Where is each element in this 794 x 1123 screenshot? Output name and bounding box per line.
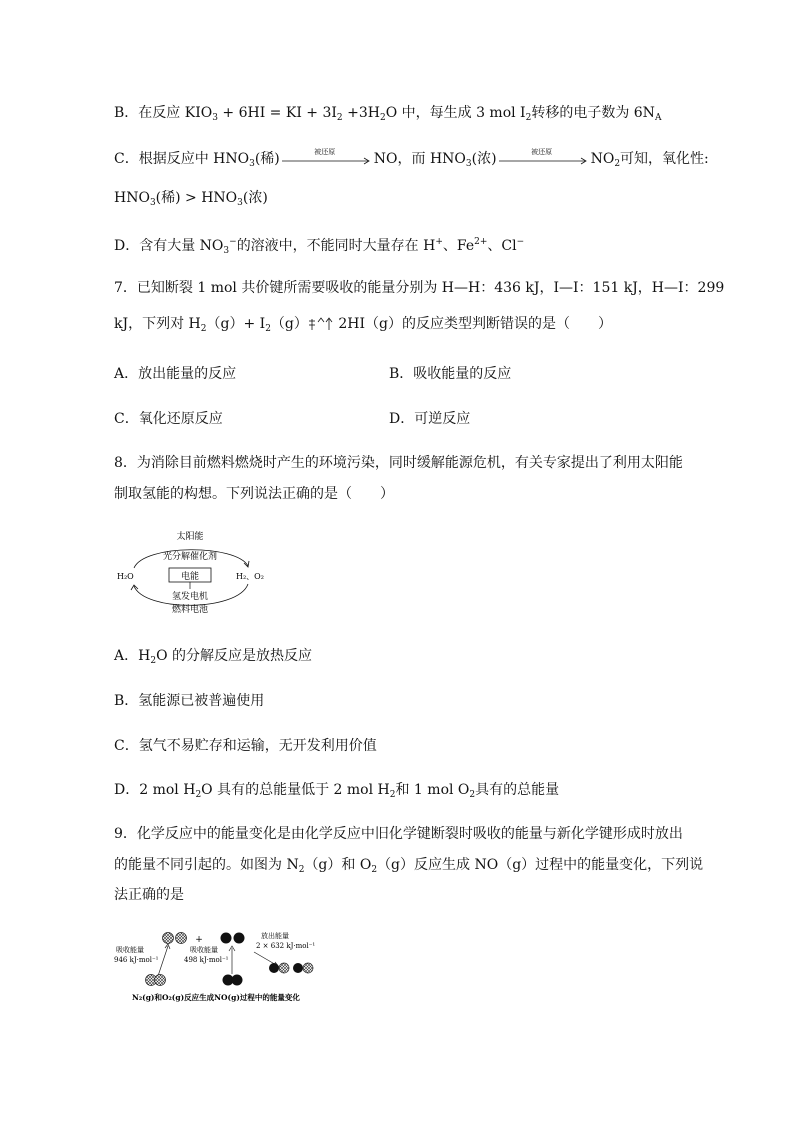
diagram-label-solar: 太阳能: [176, 532, 204, 542]
reversible-arrow-icon: [308, 316, 334, 332]
option-6b: B．在反应 $KIO_3 + 6HI$ = KI + $3I_2 +3H_2O$ 中，每生成 3 mol $I_2$转移的电子数为 $6N_A$: [114, 105, 662, 123]
question-9-stem-line3: 法正确的是: [114, 887, 184, 903]
nitrogen-atom-icon: [176, 933, 187, 944]
option-7a: A．放出能量的反应: [114, 366, 237, 382]
question-8-stem-line2: 制取氢能的构想。下列说法正确的是（ ）: [114, 486, 394, 502]
diagram-label-catalyst: 光分解催化剂: [162, 552, 218, 562]
question-8-stem: 8．为消除目前燃料燃烧时产生的环境污染，同时缓解能源危机，有关专家提出了利用太阳能: [114, 455, 683, 471]
nitrogen-atom-icon: [163, 933, 174, 944]
option-8c: C．氢气不易贮存和运输，无开发利用价值: [114, 738, 377, 754]
reaction-arrow: 被还原: [499, 149, 589, 169]
bond-energy-diagram: [114, 926, 334, 1008]
oxygen-atom-icon: [234, 933, 245, 944]
release-value: 2 × 632 kJ·mol⁻¹: [256, 942, 316, 950]
absorb-value-2: 498 kJ·mol⁻¹: [184, 956, 229, 964]
absorb-label-2: 吸收能量: [190, 946, 218, 954]
option-7d: D．可逆反应: [389, 411, 471, 427]
question-9-stem-line2: 的能量不同引起的。如图为 $N_2(g)$和 $O_2(g)$反应生成 NO（g）过程中的能量变化，下列说: [114, 857, 704, 875]
oxygen-atom-icon: [293, 963, 303, 973]
diagram-label-h2o2: H₂、O₂: [236, 572, 264, 581]
nitrogen-atom-icon: [279, 963, 289, 973]
option-8d: D．2 mol $H_2O$ 具有的总能量低于 2 mol $H_2$和 1 mol $O_2$具有的总能量: [114, 782, 560, 800]
diagram-label-generator: 氢发电机: [171, 592, 209, 602]
nitrogen-atom-icon: [303, 963, 313, 973]
question-7-stem-line2: kJ，下列对 $H_2(g)+ I_2(g)$ 2HI（g）的反应类型判断错误的是（ ）: [114, 316, 612, 334]
option-8b: B．氢能源已被普遍使用: [114, 693, 265, 709]
nitrogen-atom-icon: [155, 975, 166, 986]
release-label: 放出能量: [261, 932, 289, 940]
oxygen-atom-icon: [269, 963, 279, 973]
diagram-caption: N₂(g)和O₂(g)反应生成NO(g)过程中的能量变化: [132, 993, 300, 1002]
plus-sign: +: [195, 935, 203, 945]
option-6d: D．含有大量 $NO_3^-$的溶液中，不能同时大量存在 H+、$Fe^{2+}$、Cl−: [114, 237, 525, 256]
diagram-label-h2o: H₂O: [117, 572, 134, 581]
option-6c: C．根据反应中 $HNO_3$(稀) 被还原 NO，而 $HNO_3$(浓) 被还原 $NO_2$可知，氧化性:: [114, 148, 709, 169]
oxygen-atom-icon: [221, 933, 232, 944]
hydrogen-cycle-diagram: [114, 528, 274, 620]
diagram-label-electric: 电能: [180, 572, 200, 582]
option-6c-continued: $HNO_3$(稀) > $HNO_3$(浓): [114, 190, 268, 208]
absorb-value-1: 946 kJ·mol⁻¹: [114, 956, 159, 964]
option-8a: A．$H_2O$ 的分解反应是放热反应: [114, 648, 312, 666]
option-7b: B．吸收能量的反应: [389, 366, 512, 382]
question-9-stem: 9．化学反应中的能量变化是由化学反应中旧化学键断裂时吸收的能量与新化学键形成时放出: [114, 826, 683, 842]
reaction-arrow: 被还原: [282, 149, 372, 169]
absorb-label-1: 吸收能量: [116, 946, 144, 954]
question-7-stem: 7．已知断裂 1 mol 共价键所需要吸收的能量分别为 H—H：436 kJ，I—I：151 kJ，H—I：299: [114, 280, 725, 296]
diagram-label-fuelcell: 燃料电池: [171, 605, 209, 615]
oxygen-atom-icon: [232, 975, 243, 986]
option-7c: C．氧化还原反应: [114, 411, 223, 427]
